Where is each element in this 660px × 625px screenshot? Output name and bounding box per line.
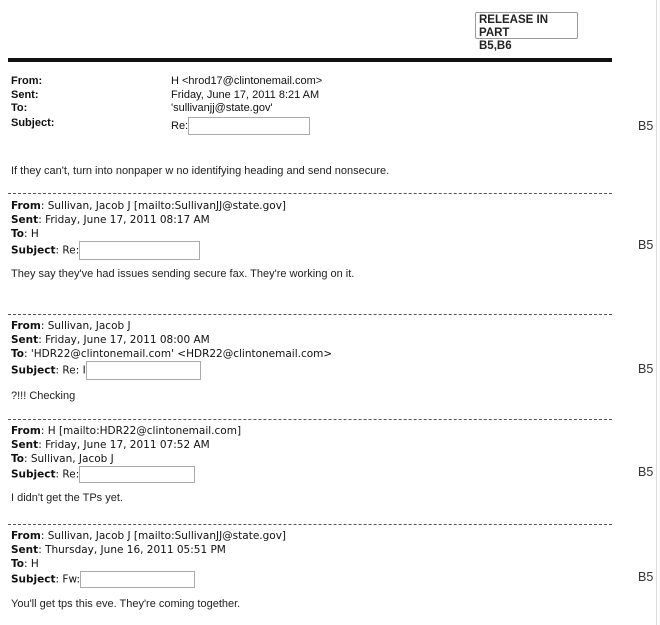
from-label: From xyxy=(11,530,41,542)
sent-label: Sent xyxy=(11,439,39,451)
message-4-body: You'll get tps this eve. They're coming together. xyxy=(11,598,241,610)
sent-value: : Friday, June 17, 2011 08:00 AM xyxy=(38,334,210,346)
to-value: 'sullivanjj@state.gov' xyxy=(171,102,273,114)
exemption-code: B5 xyxy=(638,570,654,584)
to-label: To xyxy=(11,558,24,570)
subject-value: : Re: xyxy=(55,244,80,257)
exemption-code: B5 xyxy=(638,238,654,252)
to-value: : Sullivan, Jacob J xyxy=(23,453,114,465)
subject-value: : Re: xyxy=(55,468,80,481)
message-separator xyxy=(8,314,612,315)
release-stamp-line1: RELEASE IN PART xyxy=(479,14,549,39)
redaction-box xyxy=(80,571,195,588)
exemption-code: B5 xyxy=(638,465,654,479)
from-label: From: xyxy=(11,75,43,87)
sent-value: : Thursday, June 16, 2011 05:51 PM xyxy=(38,544,226,556)
message-2 xyxy=(11,319,332,380)
release-stamp xyxy=(475,12,578,52)
email-header xyxy=(11,75,322,130)
from-label: From xyxy=(11,320,41,332)
sent-label: Sent xyxy=(11,214,39,226)
to-label: To xyxy=(11,453,24,465)
sent-label: Sent: xyxy=(11,88,39,101)
subject-label: Subject xyxy=(11,468,56,481)
message-3 xyxy=(11,424,241,483)
message-4 xyxy=(11,529,286,588)
sent-label: Sent xyxy=(11,334,39,346)
to-label: To xyxy=(11,228,24,240)
redaction-box xyxy=(86,361,201,380)
redaction-box xyxy=(188,117,310,135)
subject-value: Re: xyxy=(171,119,189,132)
message-3-body: I didn't get the TPs yet. xyxy=(11,492,123,504)
subject-label: Subject xyxy=(11,244,56,257)
to-value: : H xyxy=(23,228,39,240)
page-edge xyxy=(656,0,657,625)
to-label: To: xyxy=(11,102,28,114)
top-rule-divider xyxy=(8,58,612,62)
to-value: : H xyxy=(23,558,39,570)
message-separator xyxy=(8,524,612,525)
from-label: From xyxy=(11,200,41,212)
subject-label: Subject xyxy=(11,573,56,586)
message-separator xyxy=(8,419,612,420)
sent-value: Friday, June 17, 2011 8:21 AM xyxy=(171,88,320,101)
from-value: : Sullivan, Jacob J [mailto:SullivanJJ@state.gov] xyxy=(40,200,287,212)
to-value: : 'HDR22@clintonemail.com' <HDR22@clintonemail.com> xyxy=(23,348,333,360)
sent-label: Sent xyxy=(11,544,39,556)
message-2-body: ?!!! Checking xyxy=(11,390,76,402)
redaction-box xyxy=(79,466,195,483)
sent-value: : Friday, June 17, 2011 07:52 AM xyxy=(38,439,210,451)
subject-label: Subject: xyxy=(11,116,55,129)
to-label: To xyxy=(11,348,24,360)
subject-value: : Re: I xyxy=(55,364,86,377)
message-1 xyxy=(11,199,286,260)
from-value: : Sullivan, Jacob J xyxy=(40,320,131,332)
release-stamp-line2: B5,B6 xyxy=(479,40,512,52)
subject-value: : Fw: xyxy=(55,573,80,586)
exemption-code: B5 xyxy=(638,362,654,376)
sent-value: : Friday, June 17, 2011 08:17 AM xyxy=(38,214,210,226)
from-value: H <hrod17@clintonemail.com> xyxy=(171,75,323,87)
from-label: From xyxy=(11,425,41,437)
message-1-body: They say they've had issues sending secure fax. They're working on it. xyxy=(11,268,355,280)
from-value: : H [mailto:HDR22@clintonemail.com] xyxy=(40,425,242,437)
redaction-box xyxy=(79,241,200,260)
exemption-code: B5 xyxy=(638,119,654,133)
message-separator xyxy=(8,193,612,194)
subject-label: Subject xyxy=(11,364,56,377)
top-body-text: If they can't, turn into nonpaper w no identifying heading and send nonsecure. xyxy=(11,165,390,177)
from-value: : Sullivan, Jacob J [mailto:SullivanJJ@state.gov] xyxy=(40,530,287,542)
